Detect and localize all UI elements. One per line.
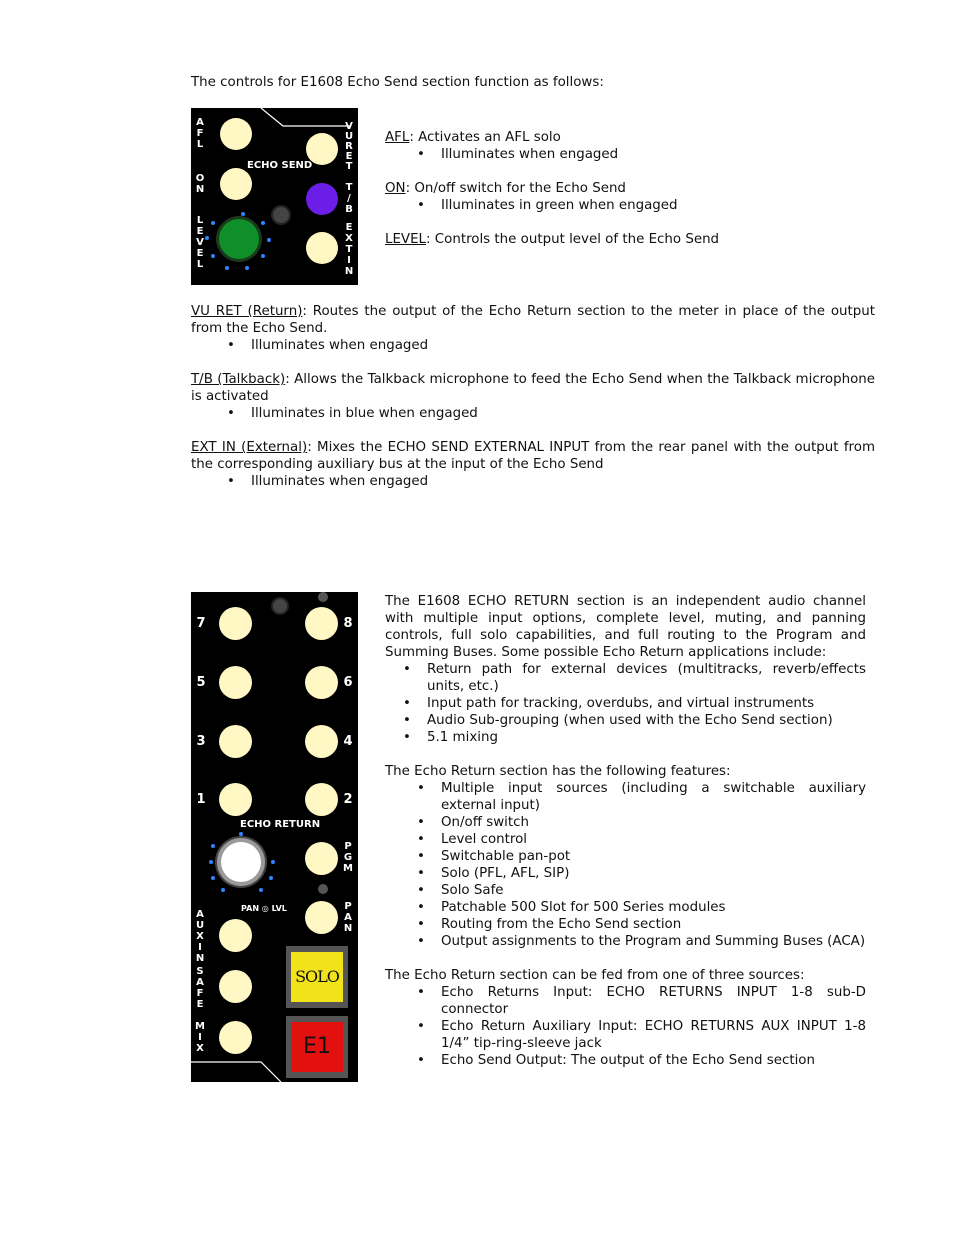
on-bullet: • Illuminates in green when engaged xyxy=(441,197,865,214)
send-more-list xyxy=(191,303,875,490)
echo-send-title: ECHO SEND xyxy=(247,160,313,171)
panel-letter: E xyxy=(345,151,353,162)
list-item: • Solo (PFL, AFL, SIP) xyxy=(441,865,866,882)
panel-letter: F xyxy=(196,128,204,139)
panel-letter: I xyxy=(198,1032,202,1043)
list-item: • On/off switch xyxy=(441,814,866,831)
return-led xyxy=(271,597,289,615)
list-item: • Return path for external devices (multitracks, reverb/effects units, etc.) xyxy=(427,661,866,695)
safe-button xyxy=(219,970,252,1003)
panel-letter: N xyxy=(195,953,205,964)
return-intro: The E1608 ECHO RETURN section is an independent audio channel with multiple input options, complete level, muting, and panning controls, full solo capabilities, and full routing to the Program and Summing Buses. Some possible Echo Return applications include: xyxy=(385,594,866,660)
on-desc xyxy=(385,180,865,197)
panel-letter: E xyxy=(345,222,353,233)
bus-5-button xyxy=(219,666,252,699)
list-item: • Switchable pan-pot xyxy=(441,848,866,865)
echo-send-panel-image xyxy=(191,108,358,285)
bus-4-button xyxy=(305,725,338,758)
panel-letter: X xyxy=(345,233,353,244)
echo-return-panel-image xyxy=(191,592,358,1082)
bus-number: 6 xyxy=(343,675,353,690)
vu-ret-desc xyxy=(191,303,875,337)
panel-letter: / xyxy=(347,193,351,204)
send-led xyxy=(271,205,291,225)
level-knob xyxy=(219,219,259,259)
panel-letter: E xyxy=(196,248,204,259)
bus-number: 2 xyxy=(343,792,353,807)
features-intro: The Echo Return section has the following features: xyxy=(385,764,731,779)
panel-letter: T xyxy=(345,182,353,193)
bus-2-button xyxy=(305,783,338,816)
afl-button xyxy=(220,118,252,150)
echo-return-text xyxy=(385,593,866,1069)
panel-letter: T xyxy=(345,244,353,255)
term: AFL xyxy=(385,130,410,145)
panel-letter: M xyxy=(343,863,353,874)
list-item: • Routing from the Echo Send section xyxy=(441,916,866,933)
list-item: • Echo Returns Input: ECHO RETURNS INPUT 1-8 sub-D connector xyxy=(441,984,866,1018)
auxin-button xyxy=(219,919,252,952)
term: EXT IN (External) xyxy=(191,440,308,455)
panel-letter: A xyxy=(196,117,204,128)
vu-ret-bullet: • Illuminates when engaged xyxy=(251,337,875,354)
panel-letter: P xyxy=(344,841,352,852)
desc: : Allows the Talkback microphone to feed the Echo Send when the Talkback microphone is activated xyxy=(191,372,875,404)
panel-letter: O xyxy=(195,173,205,184)
panel-letter: U xyxy=(195,920,205,931)
panel-letter: M xyxy=(195,1021,205,1032)
panel-letter: V xyxy=(196,237,204,248)
list-item: • 5.1 mixing xyxy=(427,729,866,746)
pan-label: PAN xyxy=(241,904,260,913)
pgm-button xyxy=(305,842,338,875)
term: LEVEL xyxy=(385,232,427,247)
panel-letter: R xyxy=(345,141,353,152)
bus-number: 1 xyxy=(196,792,206,807)
desc: : On/off switch for the Echo Send xyxy=(405,181,626,196)
panel-letter: T xyxy=(345,161,353,172)
afl-bullet: • Illuminates when engaged xyxy=(441,146,865,163)
bus-6-button xyxy=(305,666,338,699)
bus-1-button xyxy=(219,783,252,816)
e1-button: E1 xyxy=(291,1022,343,1072)
panel-letter: L xyxy=(196,259,204,270)
panel-letter: N xyxy=(344,266,354,277)
mix-button xyxy=(219,1021,252,1054)
bus-7-button xyxy=(219,607,252,640)
bus-number: 8 xyxy=(343,616,353,631)
return-led-small xyxy=(318,592,328,602)
term: T/B (Talkback) xyxy=(191,372,286,387)
panel-letter: G xyxy=(343,852,353,863)
intro-text: The controls for E1608 Echo Send section function as follows: xyxy=(191,75,604,90)
applications-list xyxy=(385,661,866,746)
term: ON xyxy=(385,181,406,196)
solo-button: SOLO xyxy=(291,952,343,1002)
panel-letter: X xyxy=(196,931,204,942)
bus-number: 7 xyxy=(196,616,206,631)
panel-letter: N xyxy=(343,923,353,934)
panel-letter: A xyxy=(196,909,204,920)
talkback-bullet: • Illuminates in blue when engaged xyxy=(251,405,875,422)
panel-letter: N xyxy=(195,184,205,195)
panel-letter: X xyxy=(196,1043,204,1054)
afl-desc xyxy=(385,129,865,146)
pan-lvl-legend: PAN ◎ LVL xyxy=(241,904,287,913)
list-item: • Multiple input sources (including a switchable auxiliary external input) xyxy=(441,780,866,814)
pan-button xyxy=(305,901,338,934)
bus-number: 4 xyxy=(343,734,353,749)
panel-letter: E xyxy=(196,226,204,237)
send-controls-list xyxy=(385,129,865,248)
panel-letter: B xyxy=(345,204,353,215)
list-item: • Echo Return Auxiliary Input: ECHO RETURNS AUX INPUT 1-8 1/4” tip-ring-sleeve jack xyxy=(441,1018,866,1052)
echo-return-title: ECHO RETURN xyxy=(240,819,321,830)
panel-letter: A xyxy=(344,912,352,923)
panel-letter: F xyxy=(196,988,204,999)
list-item: • Solo Safe xyxy=(441,882,866,899)
ext-in-bullet: • Illuminates when engaged xyxy=(251,473,875,490)
panel-letter: L xyxy=(196,139,204,150)
level-desc xyxy=(385,231,865,248)
pgm-led xyxy=(318,884,328,894)
panel-letter: L xyxy=(196,215,204,226)
bus-8-button xyxy=(305,607,338,640)
pan-level-knob xyxy=(221,842,261,882)
echo-return-panel-art xyxy=(191,592,358,1082)
features-list xyxy=(385,780,866,950)
bus-number: 5 xyxy=(196,675,206,690)
list-item: • Echo Send Output: The output of the Echo Send section xyxy=(441,1052,866,1069)
panel-letter: V xyxy=(345,121,353,132)
talkback-desc xyxy=(191,371,875,405)
desc: : Controls the output level of the Echo Send xyxy=(426,232,720,247)
panel-letter: S xyxy=(196,966,204,977)
term: VU RET (Return) xyxy=(191,304,303,319)
panel-letter: I xyxy=(198,942,202,953)
list-item: • Audio Sub-grouping (when used with the Echo Send section) xyxy=(427,712,866,729)
sources-list xyxy=(385,984,866,1069)
list-item: • Patchable 500 Slot for 500 Series modules xyxy=(441,899,866,916)
desc: : Activates an AFL solo xyxy=(409,130,561,145)
lvl-label: LVL xyxy=(271,904,287,913)
list-item: • Output assignments to the Program and Summing Buses (ACA) xyxy=(441,933,866,950)
sources-intro: The Echo Return section can be fed from one of three sources: xyxy=(385,968,805,983)
panel-letter: P xyxy=(344,901,352,912)
desc: : Mixes the ECHO SEND EXTERNAL INPUT from the rear panel with the output from the corresponding auxiliary bus at the input of the Echo Send xyxy=(191,440,875,472)
desc: : Routes the output of the Echo Return section to the meter in place of the output from the Echo Send. xyxy=(191,304,875,336)
panel-letter: U xyxy=(344,131,354,142)
panel-letter: E xyxy=(196,999,204,1010)
bus-3-button xyxy=(219,725,252,758)
panel-letter: A xyxy=(196,977,204,988)
ext-in-desc xyxy=(191,439,875,473)
panel-letter: I xyxy=(347,255,351,266)
talkback-button xyxy=(306,183,338,215)
ext-in-button xyxy=(306,232,338,264)
on-button xyxy=(220,168,252,200)
bus-number: 3 xyxy=(196,734,206,749)
list-item: • Level control xyxy=(441,831,866,848)
list-item: • Input path for tracking, overdubs, and virtual instruments xyxy=(427,695,866,712)
